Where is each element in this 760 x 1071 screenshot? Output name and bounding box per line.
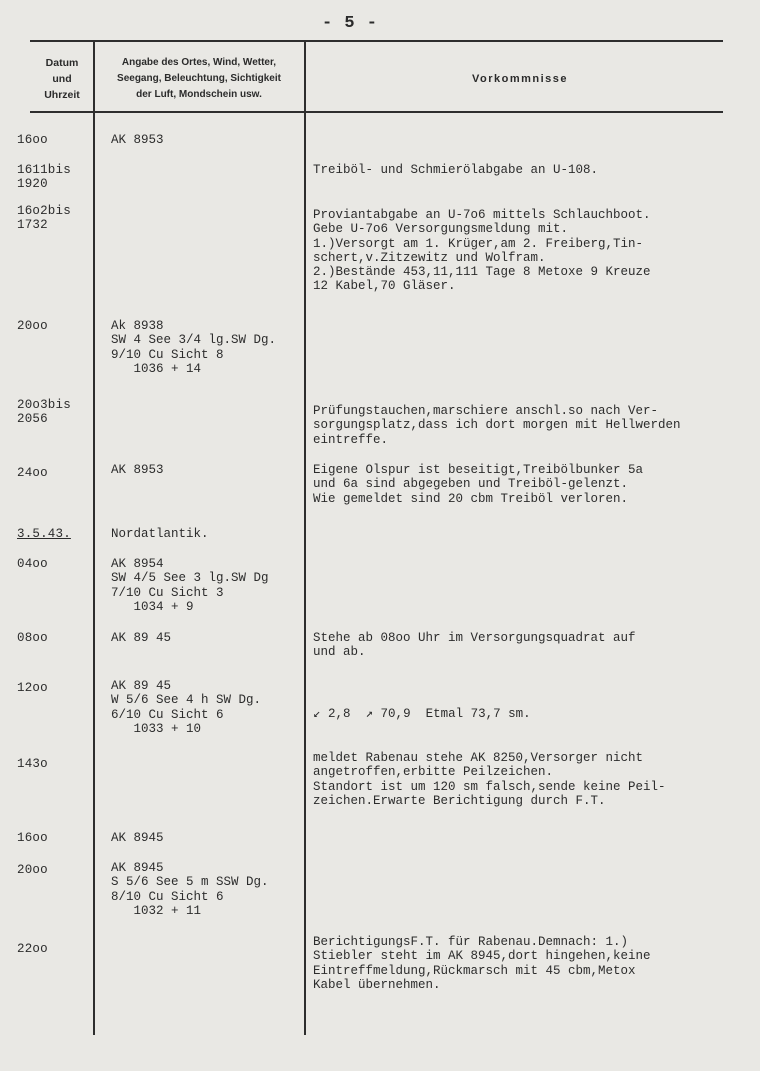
entry-line: eintreffe. (313, 432, 389, 447)
entry-location (111, 831, 164, 845)
entry-time (17, 557, 48, 571)
entry-line: W 5/6 See 4 h SW Dg. (111, 693, 262, 708)
entry-line: 08oo (17, 631, 48, 645)
entry-line: 16oo (17, 133, 48, 147)
entry-location (111, 861, 269, 918)
entry-time (17, 757, 48, 771)
header-angabe (96, 55, 302, 103)
header-col1-line: und (52, 73, 72, 85)
entry-line: AK 89 45 (111, 631, 172, 645)
entry-time (17, 204, 71, 233)
entry-line: Prüfungstauchen,marschiere anschl.so nach Ver- (313, 404, 659, 418)
entry-line: 12 Kabel,70 Gläser. (313, 279, 456, 294)
entry-line: Nordatlantik. (111, 527, 209, 541)
entry-time (17, 133, 48, 147)
entry-line: 9/10 Cu Sicht 8 (111, 347, 224, 362)
entry-time (17, 681, 48, 695)
entry-event (313, 208, 651, 294)
entry-line: 16o2bis (17, 204, 71, 218)
entry-line: Gebe U-7o6 Versorgungsmeldung mit. (313, 222, 569, 237)
entry-line: zeichen.Erwarte Berichtigung durch F.T. (313, 793, 606, 808)
entry-line: Kabel übernehmen. (313, 977, 441, 992)
header-bottom-rule (30, 111, 723, 113)
entry-line: schert,v.Zitzewitz und Wolfram. (313, 250, 546, 265)
entry-line: und ab. (313, 645, 366, 660)
entry-line: Stiebler steht im AK 8945,dort hingehen,keine (313, 949, 651, 964)
entry-event (313, 751, 666, 808)
entry-time (17, 942, 48, 956)
entry-event (313, 631, 636, 660)
entry-location (111, 557, 269, 614)
entry-line: BerichtigungsF.T. für Rabenau.Demnach: 1.) (313, 935, 629, 949)
entry-line: AK 8954 (111, 557, 164, 571)
entry-line: 1920 (17, 177, 48, 192)
entry-location (111, 679, 261, 736)
header-col2-line: der Luft, Mondschein usw. (136, 89, 262, 100)
entry-line: ↙ 2,8 ↗ 70,9 Etmal 73,7 sm. (313, 707, 531, 721)
entry-line: Ak 8938 (111, 319, 164, 333)
entry-time (17, 863, 48, 877)
entry-time (17, 163, 71, 192)
entry-line: Proviantabgabe an U-7o6 mittels Schlauchboot. (313, 208, 651, 222)
entry-time (17, 398, 71, 427)
entry-line: 20oo (17, 319, 48, 333)
entry-line: Treiböl- und Schmierölabgabe an U-108. (313, 163, 599, 177)
entry-location (111, 527, 209, 541)
entry-line: 7/10 Cu Sicht 3 (111, 585, 224, 600)
entry-line: AK 89 45 (111, 679, 172, 693)
entry-line: 1732 (17, 218, 48, 233)
entry-event (313, 404, 681, 447)
entry-line: 22oo (17, 942, 48, 956)
entry-event (313, 463, 643, 506)
entry-line: Stehe ab 08oo Uhr im Versorgungsquadrat auf (313, 631, 636, 645)
entry-event (313, 163, 598, 177)
header-col1-line: Uhrzeit (44, 89, 80, 101)
entry-line: 1034 + 9 (111, 599, 194, 614)
entry-line: 2056 (17, 412, 48, 427)
entry-event (313, 707, 531, 721)
entry-line: 1033 + 10 (111, 721, 202, 736)
header-top-rule (30, 40, 723, 42)
entry-line: 16oo (17, 831, 48, 845)
entry-event (313, 935, 651, 992)
entry-line: AK 8945 (111, 831, 164, 845)
entry-line: SW 4/5 See 3 lg.SW Dg (111, 571, 269, 586)
column-divider-1 (93, 40, 95, 1035)
entry-line: Eigene Olspur ist beseitigt,Treibölbunker 5a (313, 463, 644, 477)
entry-line: 04oo (17, 557, 48, 571)
entry-line: meldet Rabenau stehe AK 8250,Versorger nicht (313, 751, 644, 765)
entry-line: AK 8953 (111, 463, 164, 477)
entry-line: sorgungsplatz,dass ich dort morgen mit Hellwerden (313, 418, 681, 433)
header-datum (34, 55, 90, 103)
entry-line: 3.5.43. (17, 527, 71, 541)
entry-line: Wie gemeldet sind 20 cbm Treiböl verloren. (313, 491, 629, 506)
entry-line: 8/10 Cu Sicht 6 (111, 889, 224, 904)
entry-time (17, 831, 48, 845)
entry-line: 20oo (17, 863, 48, 877)
entry-line: angetroffen,erbitte Peilzeichen. (313, 765, 554, 780)
entry-time (17, 466, 48, 480)
page-number: - 5 - (322, 14, 379, 33)
entry-line: S 5/6 See 5 m SSW Dg. (111, 875, 269, 890)
entry-line: 20o3bis (17, 398, 71, 412)
entry-location (111, 319, 276, 376)
entry-line: SW 4 See 3/4 lg.SW Dg. (111, 333, 277, 348)
entry-line: 1.)Versorgt am 1. Krüger,am 2. Freiberg,Tin- (313, 236, 644, 251)
entry-line: Standort ist um 120 sm falsch,sende keine Peil- (313, 779, 666, 794)
entry-line: 1036 + 14 (111, 361, 202, 376)
entry-line: AK 8945 (111, 861, 164, 875)
entry-line: AK 8953 (111, 133, 164, 147)
entry-location (111, 133, 164, 147)
entry-line: 24oo (17, 466, 48, 480)
entry-line: 12oo (17, 681, 48, 695)
entry-line: Eintreffmeldung,Rückmarsch mit 45 cbm,Metox (313, 963, 636, 978)
entry-time (17, 319, 48, 333)
header-col1-line: Datum (45, 57, 79, 69)
entry-location (111, 631, 171, 645)
entry-time (17, 527, 71, 541)
header-col2-line: Seegang, Beleuchtung, Sichtigkeit (117, 73, 281, 84)
entry-line: 143o (17, 757, 48, 771)
entry-line: und 6a sind abgegeben und Treiböl-gelenzt. (313, 477, 629, 492)
entry-line: 1611bis (17, 163, 71, 177)
entry-location (111, 463, 164, 477)
entry-line: 6/10 Cu Sicht 6 (111, 707, 224, 722)
entry-time (17, 631, 48, 645)
header-vorkommnisse: Vorkommnisse (471, 73, 569, 85)
entry-line: 1032 + 11 (111, 903, 202, 918)
column-divider-2 (304, 40, 306, 1035)
entry-line: 2.)Bestände 453,11,111 Tage 8 Metoxe 9 Kreuze (313, 265, 651, 280)
header-col2-line: Angabe des Ortes, Wind, Wetter, (121, 57, 277, 68)
